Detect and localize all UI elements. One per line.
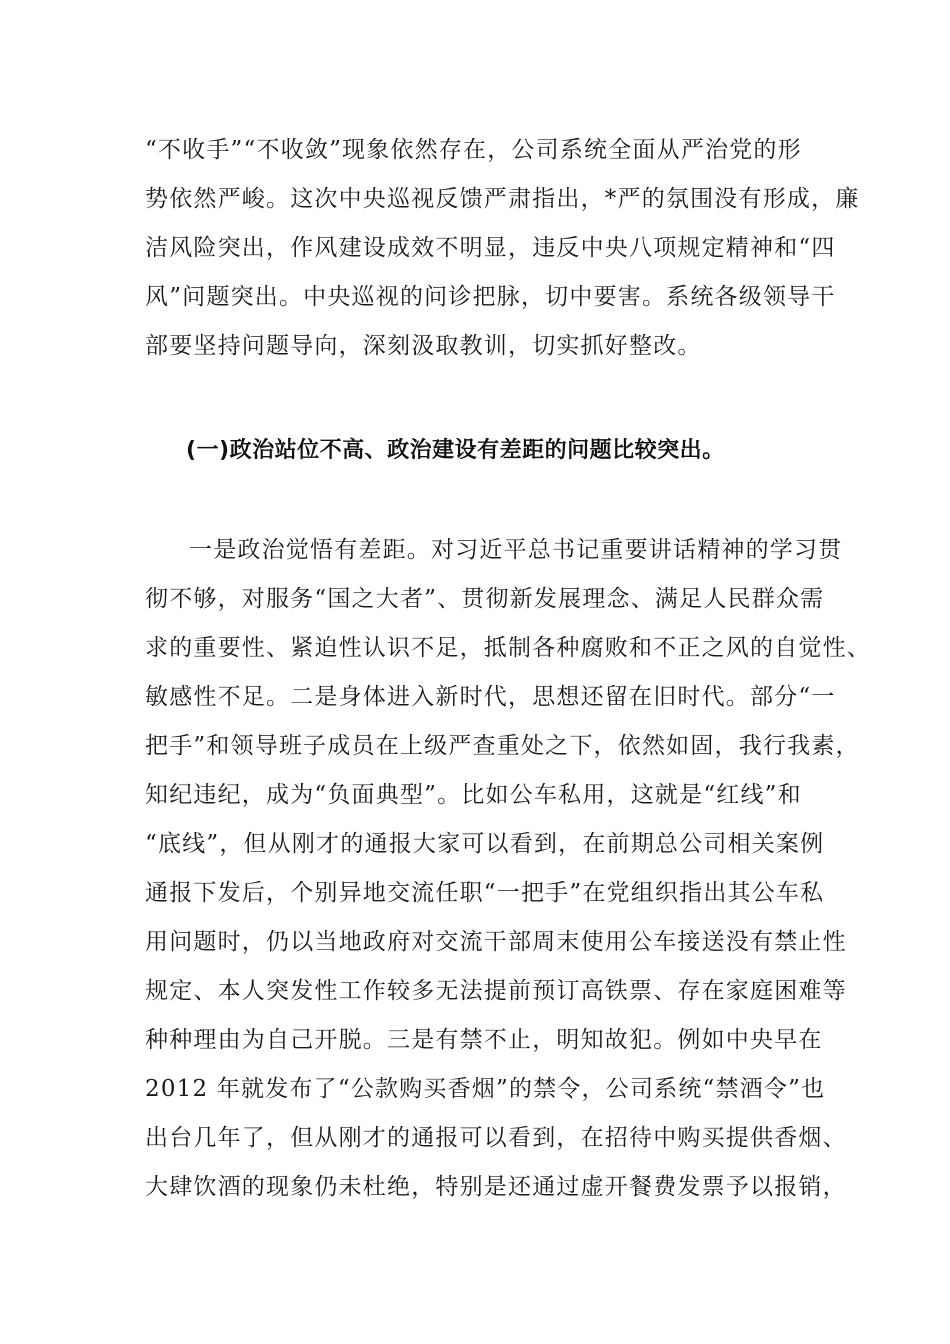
text-line: 出台几年了，但从刚才的通报可以看到，在招待中购买提供香烟、 — [145, 1125, 847, 1151]
text-line: 敏感性不足。二是身体进入新时代，思想还留在旧时代。部分“一 — [145, 684, 836, 710]
main-paragraph — [145, 526, 871, 1212]
text-line: 一是政治觉悟有差距。对习近平总书记重要讲话精神的学习贯 — [189, 537, 843, 563]
text-line: 2012 年就发布了“公款购买香烟”的禁令，公司系统“禁酒令”也 — [145, 1076, 826, 1102]
text-line: 部要坚持问题导向，深刻汲取教训，切实抓好整改。 — [145, 333, 702, 359]
text-line: 求的重要性、紧迫性认识不足，抵制各种腐败和不正之风的自觉性、 — [145, 635, 871, 661]
text-line: 彻不够，对服务“国之大者”、贯彻新发展理念、满足人民群众需 — [145, 586, 825, 612]
text-line: 规定、本人突发性工作较多无法提前预订高铁票、存在家庭困难等 — [145, 978, 847, 1004]
text-line: 通报下发后，个别异地交流任职“一把手”在党组织指出其公车私 — [145, 880, 825, 906]
text-line: 洁风险突出，作风建设成效不明显，违反中央八项规定精神和“四 — [145, 235, 836, 261]
text-line: 风”问题突出。中央巡视的问诊把脉，切中要害。系统各级领导干 — [145, 284, 836, 310]
text-line: 种种理由为自己开脱。三是有禁不止，明知故犯。例如中央早在 — [145, 1027, 823, 1053]
text-line: “底线”，但从刚才的通报大家可以看到，在前期总公司相关案例 — [145, 831, 825, 857]
text-line: 大肆饮酒的现象仍未杜绝，特别是还通过虚开餐费发票予以报销， — [145, 1174, 847, 1200]
text-line: 知纪违纪，成为“负面典型”。比如公车私用，这就是“红线”和 — [145, 782, 802, 808]
text-line: 用问题时，仍以当地政府对交流干部周末使用公车接送没有禁止性 — [145, 929, 847, 955]
text-line: “不收手”“不收敛”现象依然存在，公司系统全面从严治党的形 — [145, 137, 802, 163]
section-heading: (一)政治站位不高、政治建设有差距的问题比较突出。 — [186, 438, 725, 463]
text-line: 把手”和领导班子成员在上级严查重处之下，依然如固，我行我素， — [145, 733, 860, 759]
intro-paragraph — [145, 126, 860, 371]
text-line: 势依然严峻。这次中央巡视反馈严肃指出，*严的氛围没有形成，廉 — [145, 186, 860, 212]
